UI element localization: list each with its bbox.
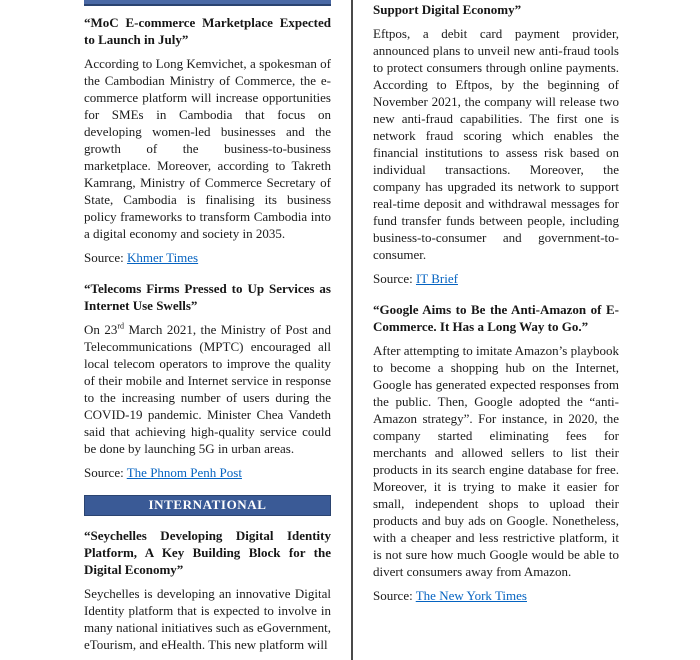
article-title: “MoC E-commerce Marketplace Expected to Launch in July” [84,15,331,47]
source-link-khmer-times[interactable]: Khmer Times [126,250,199,265]
article-google [373,301,619,604]
article-body: After attempting to imitate Amazon’s playbook to become a shopping hub on the Internet, Google has generated expected responses from the public. Then, Google adopted the “anti-Amazon strategy”. For instance, in 2020, the company started eliminating fees for merchants and allowed sellers to list their products in its search engine database for free. Moreover, it is trying to make it easier for small, independent shops to upload their products and buy ads on Google. Nonetheless, with a cheaper and less restrictive platform, it is not sure how much Google would be able to divert consumers away from Amazon. [373,343,619,579]
source-line [84,464,331,481]
section-banner-partial [84,0,331,6]
right-column [373,1,619,660]
source-label: Source: [84,250,124,265]
source-label: Source: [373,588,413,603]
article-body: According to Long Kemvichet, a spokesman of the Cambodian Ministry of Commerce, the e-commerce platform will increase opportunities for SMEs in Cambodia that focus on developing women-led businesses and the growth of the business-to-business marketplace. Moreover, according to Takreth Kamrang, Ministry of Commerce Secretary of State, Cambodia is finalising its business policy frameworks to transform Cambodia into a digital economy and society in 2035. [84,56,331,241]
left-column [84,0,331,660]
article-title-fragment: Support Digital Economy” [373,2,522,17]
source-line [373,587,619,604]
article-moc-ecommerce [84,14,331,266]
body-text: March 2021, the Ministry of Post and Telecommunications (MPTC) encouraged all local telecom operators to improve the quality of their mobile and Internet service in response to the increasing number of users during the COVID-19 pandemic. Minister Chea Vandeth said that achieving high-quality service could be done by launching 5G in urban areas. [84,322,331,456]
source-link-phnom-penh-post[interactable]: The Phnom Penh Post [126,465,242,480]
source-label: Source: [84,465,124,480]
article-body: Seychelles is developing an innovative Digital Identity platform that is expected to involve in many national initiatives such as eGovernment, eTourism, and eHealth. This new platform will [84,586,331,652]
article-body [84,321,331,457]
column-divider [351,0,353,660]
body-text: On 23 [84,322,118,337]
section-banner-international: INTERNATIONAL [84,495,331,516]
article-title: “Google Aims to Be the Anti-Amazon of E-Commerce. It Has a Long Way to Go.” [373,302,619,334]
article-telecoms [84,280,331,481]
source-link-it-brief[interactable]: IT Brief [415,271,458,286]
source-line [373,270,619,287]
source-line [84,249,331,266]
source-label: Source: [373,271,413,286]
article-eftpos [373,1,619,287]
article-body: Eftpos, a debit card payment provider, announced plans to unveil new anti-fraud tools to protect consumers through online payments. According to Eftpos, by the beginning of November 2021, the company will release two new anti-fraud capabilities. The first one is network fraud scoring which enables the financial institutions to assess risk based on individual transactions. Moreover, the company has upgraded its network to support real-time deposit and withdrawal messages for fund transfer funds between people, including business-to-consumer and government-to-consumer. [373,26,619,262]
article-title: “Telecoms Firms Pressed to Up Services as Internet Use Swells” [84,281,331,313]
article-seychelles [84,527,331,653]
article-title: “Seychelles Developing Digital Identity Platform, A Key Building Block for the Digital Economy” [84,528,331,577]
ordinal-superscript: rd [117,321,125,331]
source-link-new-york-times[interactable]: The New York Times [415,588,527,603]
